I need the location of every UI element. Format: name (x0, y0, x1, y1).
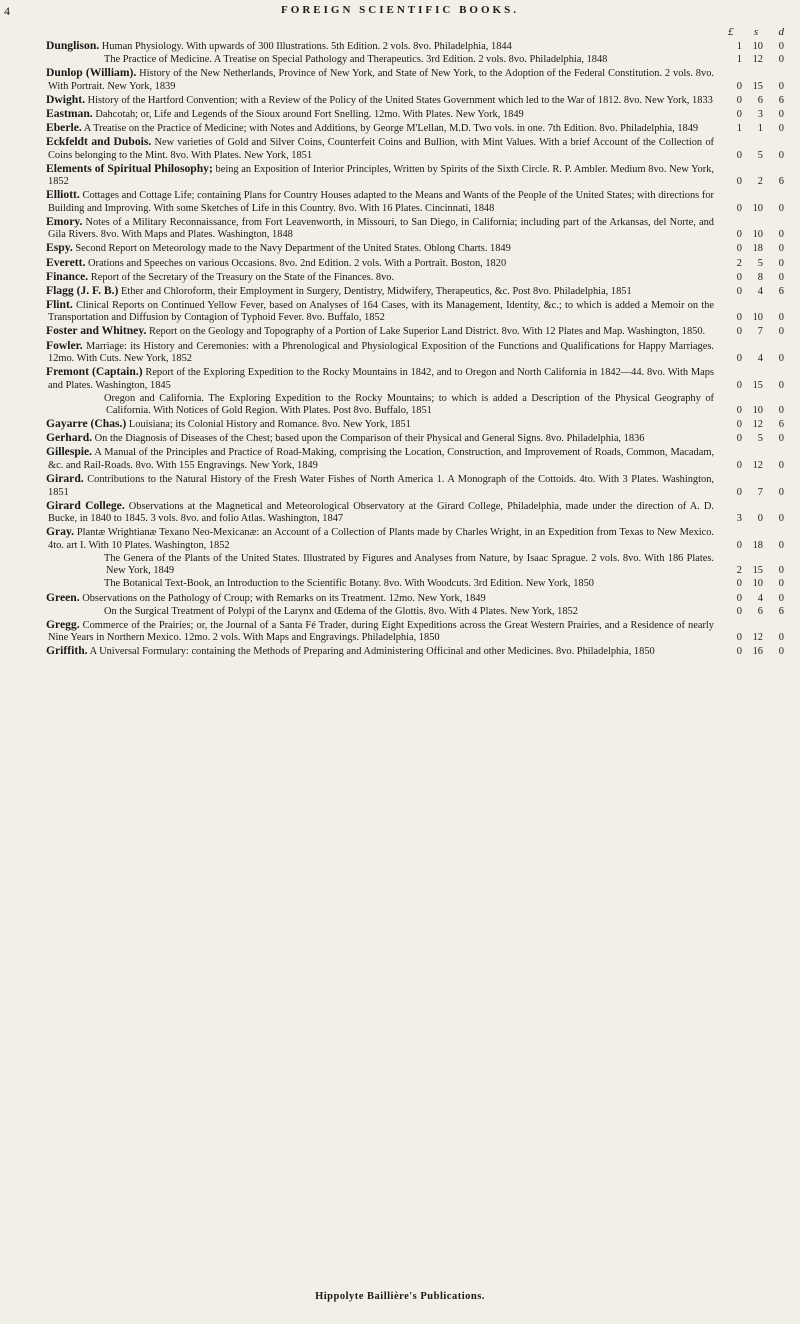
entry-description: A Universal Formulary: containing the Methods of Preparing and Administering Officinal and other Medicines. 8vo. Philadelphia, 1850 (89, 646, 655, 658)
entry-author: Gerhard. (46, 431, 93, 445)
entry-text (48, 271, 728, 285)
price-pounds: 0 (736, 243, 742, 255)
price-pence: 0 (778, 122, 784, 134)
entry-text (48, 257, 728, 271)
price-pounds: 1 (736, 54, 742, 66)
entry-description: Cottages and Cottage Life; containing Plans for Country Houses adapted to the Means and Wants of the People of the United States; with directions for Building and Improving. With some Sketches of Life in this Country. 8vo. With 16 Plates. Cincinnati, 1848 (48, 190, 714, 214)
price-pounds: 0 (736, 459, 742, 471)
entry-price (728, 380, 784, 393)
entry-description: Commerce of the Prairies; or, the Journal of a Santa Fé Trader, during Eight Expeditions across the Great Western Prairies, and a Residence of nearly Nine Years in Northern Mexico. 12mo. 2 vols. With Maps and Engravings. Philadelphia, 1850 (48, 619, 714, 644)
book-entry (48, 340, 784, 366)
entry-price (728, 433, 784, 446)
book-entry (48, 67, 784, 93)
book-entry (48, 40, 784, 54)
page-header: FOREIGN SCIENTIFIC BOOKS. (281, 4, 519, 16)
price-pence: 6 (778, 605, 784, 617)
price-pence: 0 (778, 312, 784, 324)
price-shillings: 4 (757, 285, 763, 297)
entry-text (48, 299, 728, 325)
entry-author: Gregg. (46, 617, 80, 631)
entry-price (728, 243, 784, 256)
price-pounds: 0 (736, 592, 742, 604)
price-pounds: 0 (736, 108, 742, 120)
book-entry (48, 271, 784, 285)
pence-label: d (778, 26, 784, 38)
entry-price (728, 513, 784, 526)
entry-price (728, 353, 784, 366)
price-pence: 0 (778, 646, 784, 658)
entry-text (48, 473, 728, 499)
entry-price (728, 540, 784, 553)
book-entry (48, 257, 784, 271)
book-entry (48, 446, 784, 472)
entry-description: History of the New Netherlands, Province of New York, and State of New York, to the Adoption of the Federal Constitution. 2 vols. 8vo. With Portrait. New York, 1839 (48, 68, 714, 92)
entry-text (48, 446, 728, 472)
entry-price (728, 487, 784, 500)
entry-description: Second Report on Meteorology made to the Navy Department of the United States. Oblong Charts. 1849 (75, 243, 511, 255)
price-pence: 0 (778, 271, 784, 283)
entry-price (728, 229, 784, 242)
price-pence: 0 (778, 578, 784, 590)
entry-description: History of the Hartford Convention; with a Review of the Policy of the United States Government which led to the War of 1812. 8vo. New York, 1833 (87, 94, 713, 106)
entry-author: Dunlop (William). (46, 66, 137, 80)
entry-author: Eberle. (46, 120, 82, 134)
price-pounds: 0 (736, 271, 742, 283)
book-entry (48, 299, 784, 325)
entry-author: Gillespie. (46, 445, 93, 459)
price-pounds: 3 (736, 513, 742, 525)
entry-price (728, 176, 784, 189)
entry-author: Flint. (46, 297, 73, 311)
price-pence: 0 (778, 202, 784, 214)
price-pounds: 0 (736, 646, 742, 658)
entry-text (48, 242, 728, 256)
entry-author: Girard. (46, 472, 84, 486)
entry-price (728, 203, 784, 216)
price-shillings: 12 (752, 459, 763, 471)
price-shillings: 5 (757, 149, 763, 161)
entry-text (48, 189, 728, 215)
price-pounds: 0 (736, 229, 742, 241)
entry-text (48, 94, 728, 108)
price-pence: 0 (778, 229, 784, 241)
price-pence: 0 (778, 433, 784, 445)
price-pence: 0 (778, 54, 784, 66)
entry-price (728, 41, 784, 54)
entry-description: Marriage: its History and Ceremonies: with a Phrenological and Physiological Exposition of the Functions and Qualifications for Happy Marriages. 12mo. With Cuts. New York, 1852 (48, 340, 714, 364)
entry-text (48, 606, 728, 619)
price-pence: 0 (778, 459, 784, 471)
price-shillings: 1 (757, 122, 763, 134)
price-shillings: 15 (752, 80, 763, 92)
price-pounds: 0 (736, 94, 742, 106)
price-shillings: 15 (752, 565, 763, 577)
entry-description: Oregon and California. The Exploring Expedition to the Rocky Mountains; to which is added a Description of the Physical Geography of California. With Notices of Gold Region. With Plates. Post 8vo. Buffalo, 1851 (104, 392, 714, 417)
entry-price (728, 150, 784, 163)
entry-text (48, 54, 728, 67)
price-shillings: 8 (757, 271, 763, 283)
price-shillings: 15 (752, 379, 763, 391)
entry-description: Notes of a Military Reconnaissance, from Fort Leavenworth, in Missouri, to San Diego, in California; including part of the Arkansas, del Norte, and Gila Rivers. 8vo. With Maps and Plates. Washington, 1848 (48, 216, 714, 241)
entry-price (728, 81, 784, 94)
currency-header (728, 26, 784, 38)
price-pounds: 0 (736, 578, 742, 590)
entry-author: Griffith. (46, 644, 88, 658)
entry-text (48, 67, 728, 93)
entry-price (728, 405, 784, 418)
entry-text (48, 619, 728, 645)
pounds-label: £ (728, 26, 734, 38)
entry-description: Observations on the Pathology of Croup; with Remarks on its Treatment. 12mo. New York, 1849 (82, 592, 486, 604)
entry-author: Fowler. (46, 338, 83, 352)
book-entry (48, 606, 784, 619)
price-pence: 0 (778, 80, 784, 92)
entry-author: Elliott. (46, 188, 80, 202)
price-pounds: 1 (736, 122, 742, 134)
price-shillings: 12 (752, 632, 763, 644)
price-pounds: 0 (736, 632, 742, 644)
entry-description: On the Diagnosis of Diseases of the Chest; based upon the Comparison of their Physical and General Signs. 8vo. Philadelphia, 1836 (94, 433, 645, 445)
book-entry (48, 500, 784, 526)
entry-price (728, 419, 784, 432)
shillings-label: s (753, 26, 759, 38)
entry-description: A Manual of the Principles and Practice of Road-Making, comprising the Location, Construction, and Improvement of Roads, Common, Macadam, &c. and Rail-Roads. 8vo. With 155 Engravings. New York, 1849 (48, 447, 714, 471)
price-shillings: 18 (752, 243, 763, 255)
entry-description: Human Physiology. With upwards of 300 Illustrations. 5th Edition. 2 vols. 8vo. Philadelphia, 1844 (101, 41, 512, 52)
entry-author: Gray. (46, 525, 75, 539)
price-shillings: 6 (757, 94, 763, 106)
price-pence: 6 (778, 94, 784, 106)
entry-author: Fremont (Captain.) (46, 365, 143, 379)
book-entry (48, 645, 784, 659)
entry-author: Everett. (46, 255, 86, 269)
price-pence: 6 (778, 176, 784, 188)
entry-author: Gayarre (Chas.) (46, 417, 127, 431)
book-entry (48, 163, 784, 189)
price-pounds: 0 (736, 285, 742, 297)
entry-text (48, 418, 728, 432)
price-pence: 0 (778, 353, 784, 364)
entry-text (48, 645, 728, 659)
entry-price (728, 326, 784, 339)
price-shillings: 6 (757, 605, 763, 617)
price-pounds: 0 (736, 326, 742, 338)
book-entry (48, 619, 784, 645)
entry-text (48, 393, 728, 418)
entry-price (728, 460, 784, 473)
price-pounds: 0 (736, 176, 742, 188)
price-shillings: 10 (752, 229, 763, 241)
book-entry (48, 285, 784, 299)
price-pence: 0 (778, 257, 784, 269)
price-pence: 0 (778, 108, 784, 120)
entry-text (48, 500, 728, 526)
entry-description: Clinical Reports on Continued Yellow Fever, based on Analyses of 164 Cases, with its Management, Identity, &c.; to which is added a Memoir on the Transportation and Diffusion by Contagion of Typhoid Fever. 8vo. Buffalo, 1852 (48, 299, 714, 324)
price-pence: 0 (778, 592, 784, 604)
book-entry (48, 189, 784, 215)
price-shillings: 10 (752, 405, 763, 417)
entry-description: A Treatise on the Practice of Medicine; with Notes and Additions, by George M'Lellan, M.D. Two vols. in one. 7th Edition. 8vo. Philadelphia, 1849 (83, 122, 699, 134)
price-pounds: 0 (736, 539, 742, 551)
price-pounds: 0 (736, 379, 742, 391)
entry-description: Ether and Chloroform, their Employment in Surgery, Dentistry, Midwifery, Therapeutics, &c. Post 8vo. Philadelphia, 1851 (120, 285, 632, 297)
entry-price (728, 312, 784, 325)
price-pence: 0 (778, 243, 784, 255)
entry-price (728, 593, 784, 606)
entry-text (48, 216, 728, 242)
entry-text (48, 366, 728, 392)
price-pence: 0 (778, 513, 784, 525)
entry-author: Emory. (46, 214, 83, 228)
entry-author: Finance. (46, 269, 89, 283)
entry-price (728, 54, 784, 67)
price-shillings: 5 (757, 433, 763, 445)
book-entry (48, 592, 784, 606)
book-entry (48, 578, 784, 591)
price-pence: 0 (778, 41, 784, 52)
entry-price (728, 272, 784, 285)
price-pounds: 0 (736, 405, 742, 417)
entry-price (728, 565, 784, 578)
book-entry (48, 136, 784, 162)
entry-description: On the Surgical Treatment of Polypi of the Larynx and Œdema of the Glottis. 8vo. With 4 Plates. New York, 1852 (104, 605, 578, 617)
entry-description: Report on the Geology and Topography of a Portion of Lake Superior Land District. 8vo. With 12 Plates and Map. Washington, 1850. (149, 326, 706, 338)
book-entry (48, 54, 784, 67)
entry-text (48, 325, 728, 339)
entry-price (728, 646, 784, 659)
price-pence: 0 (778, 379, 784, 391)
entry-price (728, 286, 784, 299)
book-entry (48, 393, 784, 418)
price-shillings: 7 (757, 326, 763, 338)
entry-description: Contributions to the Natural History of the Fresh Water Fishes of North America 1. A Monograph of the Cottoids. 4to. With 3 Plates. Washington, 1851 (48, 474, 714, 498)
entry-author: Green. (46, 590, 80, 604)
price-shillings: 4 (757, 353, 763, 364)
entry-description: Observations at the Magnetical and Meteorological Observatory at the Girard College, Philadelphia, made under the direction of A. D. Bucke, in 1840 to 1845. 3 vols. 8vo. and folio Atlas. Washington, 1847 (48, 500, 714, 525)
entry-price (728, 632, 784, 645)
price-pounds: 0 (736, 486, 742, 498)
price-shillings: 10 (752, 202, 763, 214)
entry-description: New varieties of Gold and Silver Coins, Counterfeit Coins and Bullion, with Mint Values. With a brief Account of the Collection of Coins belonging to the Mint. 8vo. With Plates. New York, 1851 (48, 137, 714, 161)
price-pounds: 0 (736, 149, 742, 161)
entry-author: Dunglison. (46, 39, 100, 52)
price-pence: 0 (778, 632, 784, 644)
entry-author: Eckfeldt and Dubois. (46, 135, 152, 149)
price-pounds: 0 (736, 353, 742, 364)
entry-description: being an Exposition of Interior Principles, Written by Spirits of the Sixth Circle. R. P. Ambler. Medium 8vo. New York, 1852 (48, 163, 714, 188)
book-entry (48, 94, 784, 108)
book-entry (48, 242, 784, 256)
price-shillings: 7 (757, 486, 763, 498)
price-pounds: 2 (736, 565, 742, 577)
entry-author: Eastman. (46, 106, 93, 120)
entry-description: The Practice of Medicine. A Treatise on Special Pathology and Therapeutics. 3rd Edition. 2 vols. 8vo. Philadelphia, 1848 (104, 54, 608, 66)
price-shillings: 2 (757, 176, 763, 188)
price-shillings: 12 (752, 419, 763, 431)
book-list (48, 40, 784, 659)
entry-description: Report of the Exploring Expedition to the Rocky Mountains in 1842, and to Oregon and North California in 1842—44. 8vo. With Maps and Plates. Washington, 1845 (48, 367, 714, 391)
entry-description: Louisiana; its Colonial History and Romance. 8vo. New York, 1851 (128, 419, 411, 431)
price-pounds: 2 (736, 257, 742, 269)
price-shillings: 10 (752, 41, 763, 52)
price-shillings: 10 (752, 312, 763, 324)
price-pounds: 0 (736, 202, 742, 214)
entry-text (48, 526, 728, 552)
entry-text (48, 285, 728, 299)
entry-price (728, 95, 784, 108)
price-pence: 6 (778, 285, 784, 297)
book-entry (48, 108, 784, 122)
entry-description: Plantæ Wrightianæ Texano Neo-Mexicanæ: an Account of a Collection of Plants made by Charles Wright, in an Expedition from Texas to New Mexico. 4to. art I. With 10 Plates. Washington, 1852 (48, 527, 714, 551)
price-pence: 0 (778, 539, 784, 551)
entry-text (48, 163, 728, 189)
price-pounds: 0 (736, 605, 742, 617)
entry-description: Report of the Secretary of the Treasury on the State of the Finances. 8vo. (90, 271, 395, 283)
entry-author: Elements of Spiritual Philosophy; (46, 161, 213, 175)
book-entry (48, 122, 784, 136)
entry-author: Foster and Whitney. (46, 324, 147, 338)
price-pence: 0 (778, 405, 784, 417)
page-marker: 4 (4, 4, 10, 18)
price-shillings: 16 (752, 646, 763, 658)
entry-text (48, 553, 728, 578)
entry-description: The Genera of the Plants of the United States. Illustrated by Figures and Analyses from Nature, by Isaac Sprague. 2 vols. 8vo. With 186 Plates. New York, 1849 (104, 552, 714, 577)
entry-text (48, 108, 728, 122)
entry-text (48, 40, 728, 54)
price-pence: 0 (778, 565, 784, 577)
price-pounds: 0 (736, 80, 742, 92)
price-shillings: 18 (752, 539, 763, 551)
entry-price (728, 606, 784, 619)
entry-price (728, 123, 784, 136)
entry-author: Girard College. (46, 498, 125, 512)
page-footer: Hippolyte Baillière's Publications. (315, 1291, 485, 1302)
entry-text (48, 432, 728, 446)
entry-author: Espy. (46, 241, 73, 255)
book-entry (48, 366, 784, 392)
entry-price (728, 109, 784, 122)
book-entry (48, 432, 784, 446)
price-shillings: 10 (752, 578, 763, 590)
price-pounds: 0 (736, 419, 742, 431)
entry-description: Orations and Speeches on various Occasions. 8vo. 2nd Edition. 2 vols. With a Portrait. Boston, 1820 (88, 257, 507, 269)
price-shillings: 5 (757, 257, 763, 269)
price-shillings: 4 (757, 592, 763, 604)
book-entry (48, 418, 784, 432)
price-shillings: 0 (757, 513, 763, 525)
price-pence: 0 (778, 486, 784, 498)
entry-text (48, 340, 728, 366)
book-entry (48, 553, 784, 578)
price-pounds: 0 (736, 312, 742, 324)
entry-price (728, 578, 784, 591)
entry-text (48, 578, 728, 591)
entry-description: The Botanical Text-Book, an Introduction to the Scientific Botany. 8vo. With Woodcuts. 3rd Edition. New York, 1850 (104, 578, 594, 590)
entry-author: Dwight. (46, 92, 85, 106)
price-pounds: 1 (736, 41, 742, 52)
entry-text (48, 592, 728, 606)
entry-text (48, 136, 728, 162)
book-entry (48, 526, 784, 552)
book-entry (48, 473, 784, 499)
book-entry (48, 325, 784, 339)
price-pence: 0 (778, 326, 784, 338)
price-pounds: 0 (736, 433, 742, 445)
entry-description: Dahcotah; or, Life and Legends of the Sioux around Fort Snelling. 12mo. With Plates. New York, 1849 (95, 108, 524, 120)
price-pence: 0 (778, 149, 784, 161)
price-shillings: 3 (757, 108, 763, 120)
price-shillings: 12 (752, 54, 763, 66)
book-entry (48, 216, 784, 242)
entry-author: Flagg (J. F. B.) (46, 283, 119, 297)
price-pence: 6 (778, 419, 784, 431)
entry-text (48, 122, 728, 136)
entry-price (728, 258, 784, 271)
